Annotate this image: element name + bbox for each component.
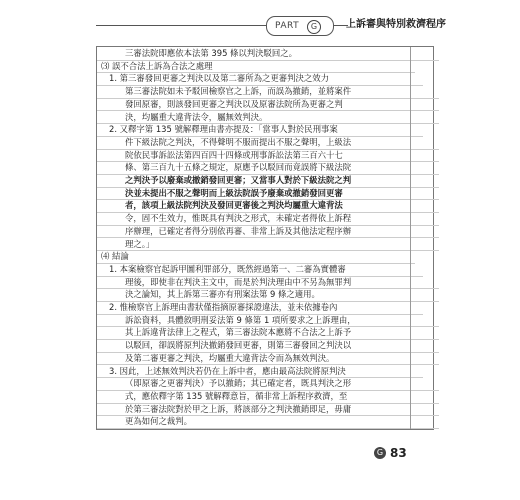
page-header — [96, 14, 446, 36]
text-line: 以駁回，卻誤將原判決撤銷發回更審，則第三審發回之判決以 — [97, 339, 439, 353]
chapter-title: 上訴審與特別救濟程序 — [346, 19, 446, 30]
text-line: 於第三審法院對於甲之上訴，將該部分之判決撤銷即足，毋庸 — [97, 403, 439, 417]
text-line: 訴訟資料，具體敘明刑妥法第 9 條第 1 項所要求之上訴理由， — [97, 314, 439, 328]
text-line: 其上訴違背法律上之程式，第三審法院本應將不合法之上訴予 — [97, 326, 439, 340]
text-line: 式，應依釋字第 135 號解釋意旨，循非常上訴程序救濟，至 — [97, 390, 439, 404]
text-line: 件下級法院之判決，不得聲明不服而提出不服之聲明，上級法 — [97, 136, 439, 150]
page-footer — [374, 444, 434, 462]
text-line: 院依民事訴訟法第四百四十四條或刑事訴訟法第三百六十七 — [97, 149, 439, 163]
text-line: 3. 因此，上述無效判決若仍在上訴中者，應由最高法院將原判決 — [97, 365, 423, 379]
text-line: 1. 第三審發回更審之判決以及第二審所為之更審判決之效力 — [97, 72, 423, 86]
text-line: 1. 本案檢察官起訴甲圖利罪部分，既然經過第一、二審為實體審 — [97, 263, 423, 277]
part-circle-icon: G — [374, 447, 386, 459]
text-line: ⑷ 結論 — [97, 250, 415, 264]
text-line: 第三審法院如未予駁回檢察官之上訴，而誤為撤銷，並將案件 — [97, 85, 439, 99]
text-line: 之判決予以廢棄或撤銷發回更審；又當事人對於下級法院之判 — [97, 174, 439, 188]
text-line: （即原審之更審判決）予以撤銷；其已確定者，既具判決之形 — [97, 377, 439, 391]
text-column — [97, 47, 411, 429]
book-page — [96, 0, 446, 500]
part-label: PART — [275, 21, 300, 31]
text-line: 者，該項上級法院判決及發回更審後之判決均屬重大違背法 — [97, 199, 439, 213]
part-letter-icon: G — [307, 20, 321, 34]
text-line: 序辦理，已確定者得分別依再審、非常上訴及其他法定程序辦 — [97, 225, 439, 239]
text-line: 2. 又釋字第 135 號解釋理由書亦提及：「當事人對於民刑事案 — [97, 123, 423, 137]
text-line: ⑶ 誤不合法上訴為合法之處理 — [97, 60, 415, 74]
text-line: 決並未提出不服之聲明而上級法院誤予廢棄或撤銷發回更審 — [97, 187, 439, 201]
content-table — [96, 46, 434, 430]
page-number: 83 — [390, 446, 407, 460]
notes-column — [410, 47, 433, 429]
text-line: 理之。」 — [97, 238, 439, 252]
text-line: 發回原審，則該發回更審之判決以及原審法院所為更審之判 — [97, 98, 439, 112]
text-line: 理後，即使非在判決主文中，而是於判決理由中不另為無罪判 — [97, 276, 439, 290]
text-line: 2. 惟檢察官上訴理由書狀僅指摘原審採證違法，並未依據卷內 — [97, 301, 423, 315]
text-line: 令，固不生效力，惟既具有判決之形式，未確定者得依上訴程 — [97, 212, 439, 226]
part-badge — [266, 16, 334, 36]
text-line: 決之論知，其上訴第三審亦有刑案法第 9 條之適用。 — [97, 288, 439, 302]
text-line: 及第二審更審之判決，均屬重大違背法令而為無效判決。 — [97, 352, 439, 366]
text-line: 條、第三百九十五條之規定，原應予以駁回而竟誤將下級法院 — [97, 161, 439, 175]
text-line: 更為如何之裁判。 — [97, 415, 439, 429]
text-line: 決，均屬重大違背法令，屬無效判決。 — [97, 111, 439, 125]
text-line: 三審法院即應依本法第 395 條以判決駁回之。 — [97, 47, 439, 61]
